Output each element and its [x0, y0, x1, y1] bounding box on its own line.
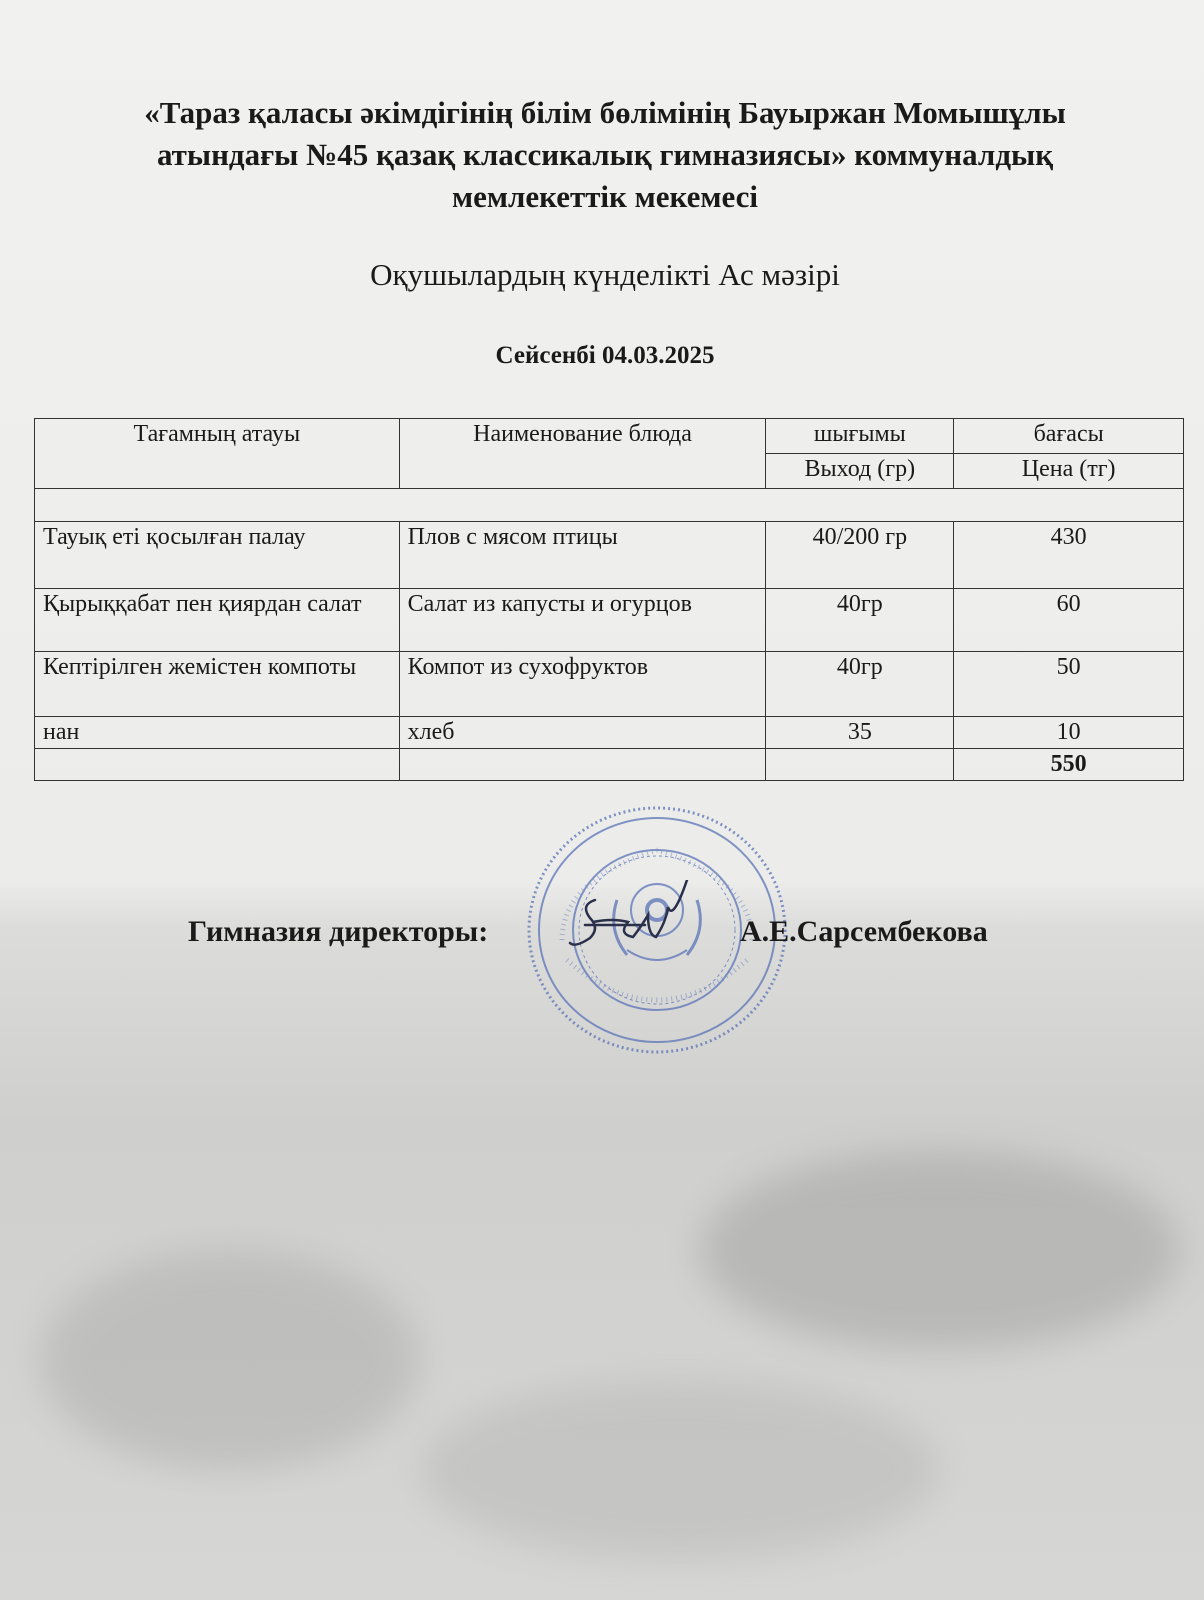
- signature-line: [188, 915, 1088, 965]
- menu-title: Оқушылардың күнделікті Ас мәзірі: [370, 257, 840, 292]
- header-name-kz: Тағамның атауы: [35, 419, 400, 489]
- table-total-row: [35, 749, 1184, 781]
- menu-date: Сейсенбі 04.03.2025: [495, 342, 715, 369]
- document-header: [60, 92, 1150, 218]
- dish-output: 35: [766, 717, 954, 749]
- toner-smudge: [420, 1380, 940, 1560]
- director-name: А.Е.Сарсембекова: [740, 915, 988, 948]
- dish-output: 40/200 гр: [766, 522, 954, 589]
- header-name-ru: Наименование блюда: [399, 419, 766, 489]
- table-spacer-row: [35, 489, 1184, 522]
- dish-output: 40гр: [766, 652, 954, 717]
- toner-smudge: [40, 1250, 420, 1470]
- dish-price: 60: [954, 589, 1184, 652]
- director-label: Гимназия директоры:: [188, 915, 489, 948]
- dish-price: 50: [954, 652, 1184, 717]
- dish-name-kz: Кептірілген жемістен компоты: [35, 652, 400, 717]
- menu-table: [34, 418, 1184, 781]
- table-header-row: [35, 419, 1184, 454]
- header-price-ru: Цена (тг): [954, 454, 1184, 489]
- dish-price: 10: [954, 717, 1184, 749]
- header-line-3: мемлекеттік мекемесі: [451, 179, 759, 214]
- header-line-2: атындағы №45 қазақ классикалық гимназиясы» коммуналдық: [156, 137, 1054, 172]
- table-row: [35, 717, 1184, 749]
- dish-name-ru: Плов с мясом птицы: [399, 522, 766, 589]
- table-row: [35, 652, 1184, 717]
- dish-name-kz: Тауық еті қосылған палау: [35, 522, 400, 589]
- dish-name-ru: хлеб: [399, 717, 766, 749]
- table-row: [35, 522, 1184, 589]
- table-row: [35, 589, 1184, 652]
- dish-price: 430: [954, 522, 1184, 589]
- dish-name-kz: нан: [35, 717, 400, 749]
- dish-name-ru: Компот из сухофруктов: [399, 652, 766, 717]
- dish-name-ru: Салат из капусты и огурцов: [399, 589, 766, 652]
- dish-name-kz: Қырыққабат пен қиярдан салат: [35, 589, 400, 652]
- dish-output: 40гр: [766, 589, 954, 652]
- header-line-1: «Тараз қаласы әкімдігінің білім бөлімінің Бауыржан Момышұлы: [144, 95, 1066, 130]
- toner-smudge: [700, 1150, 1180, 1350]
- header-output-ru: Выход (гр): [766, 454, 954, 489]
- header-price-kz: бағасы: [954, 419, 1184, 454]
- header-output-kz: шығымы: [766, 419, 954, 454]
- total-price: 550: [954, 749, 1184, 781]
